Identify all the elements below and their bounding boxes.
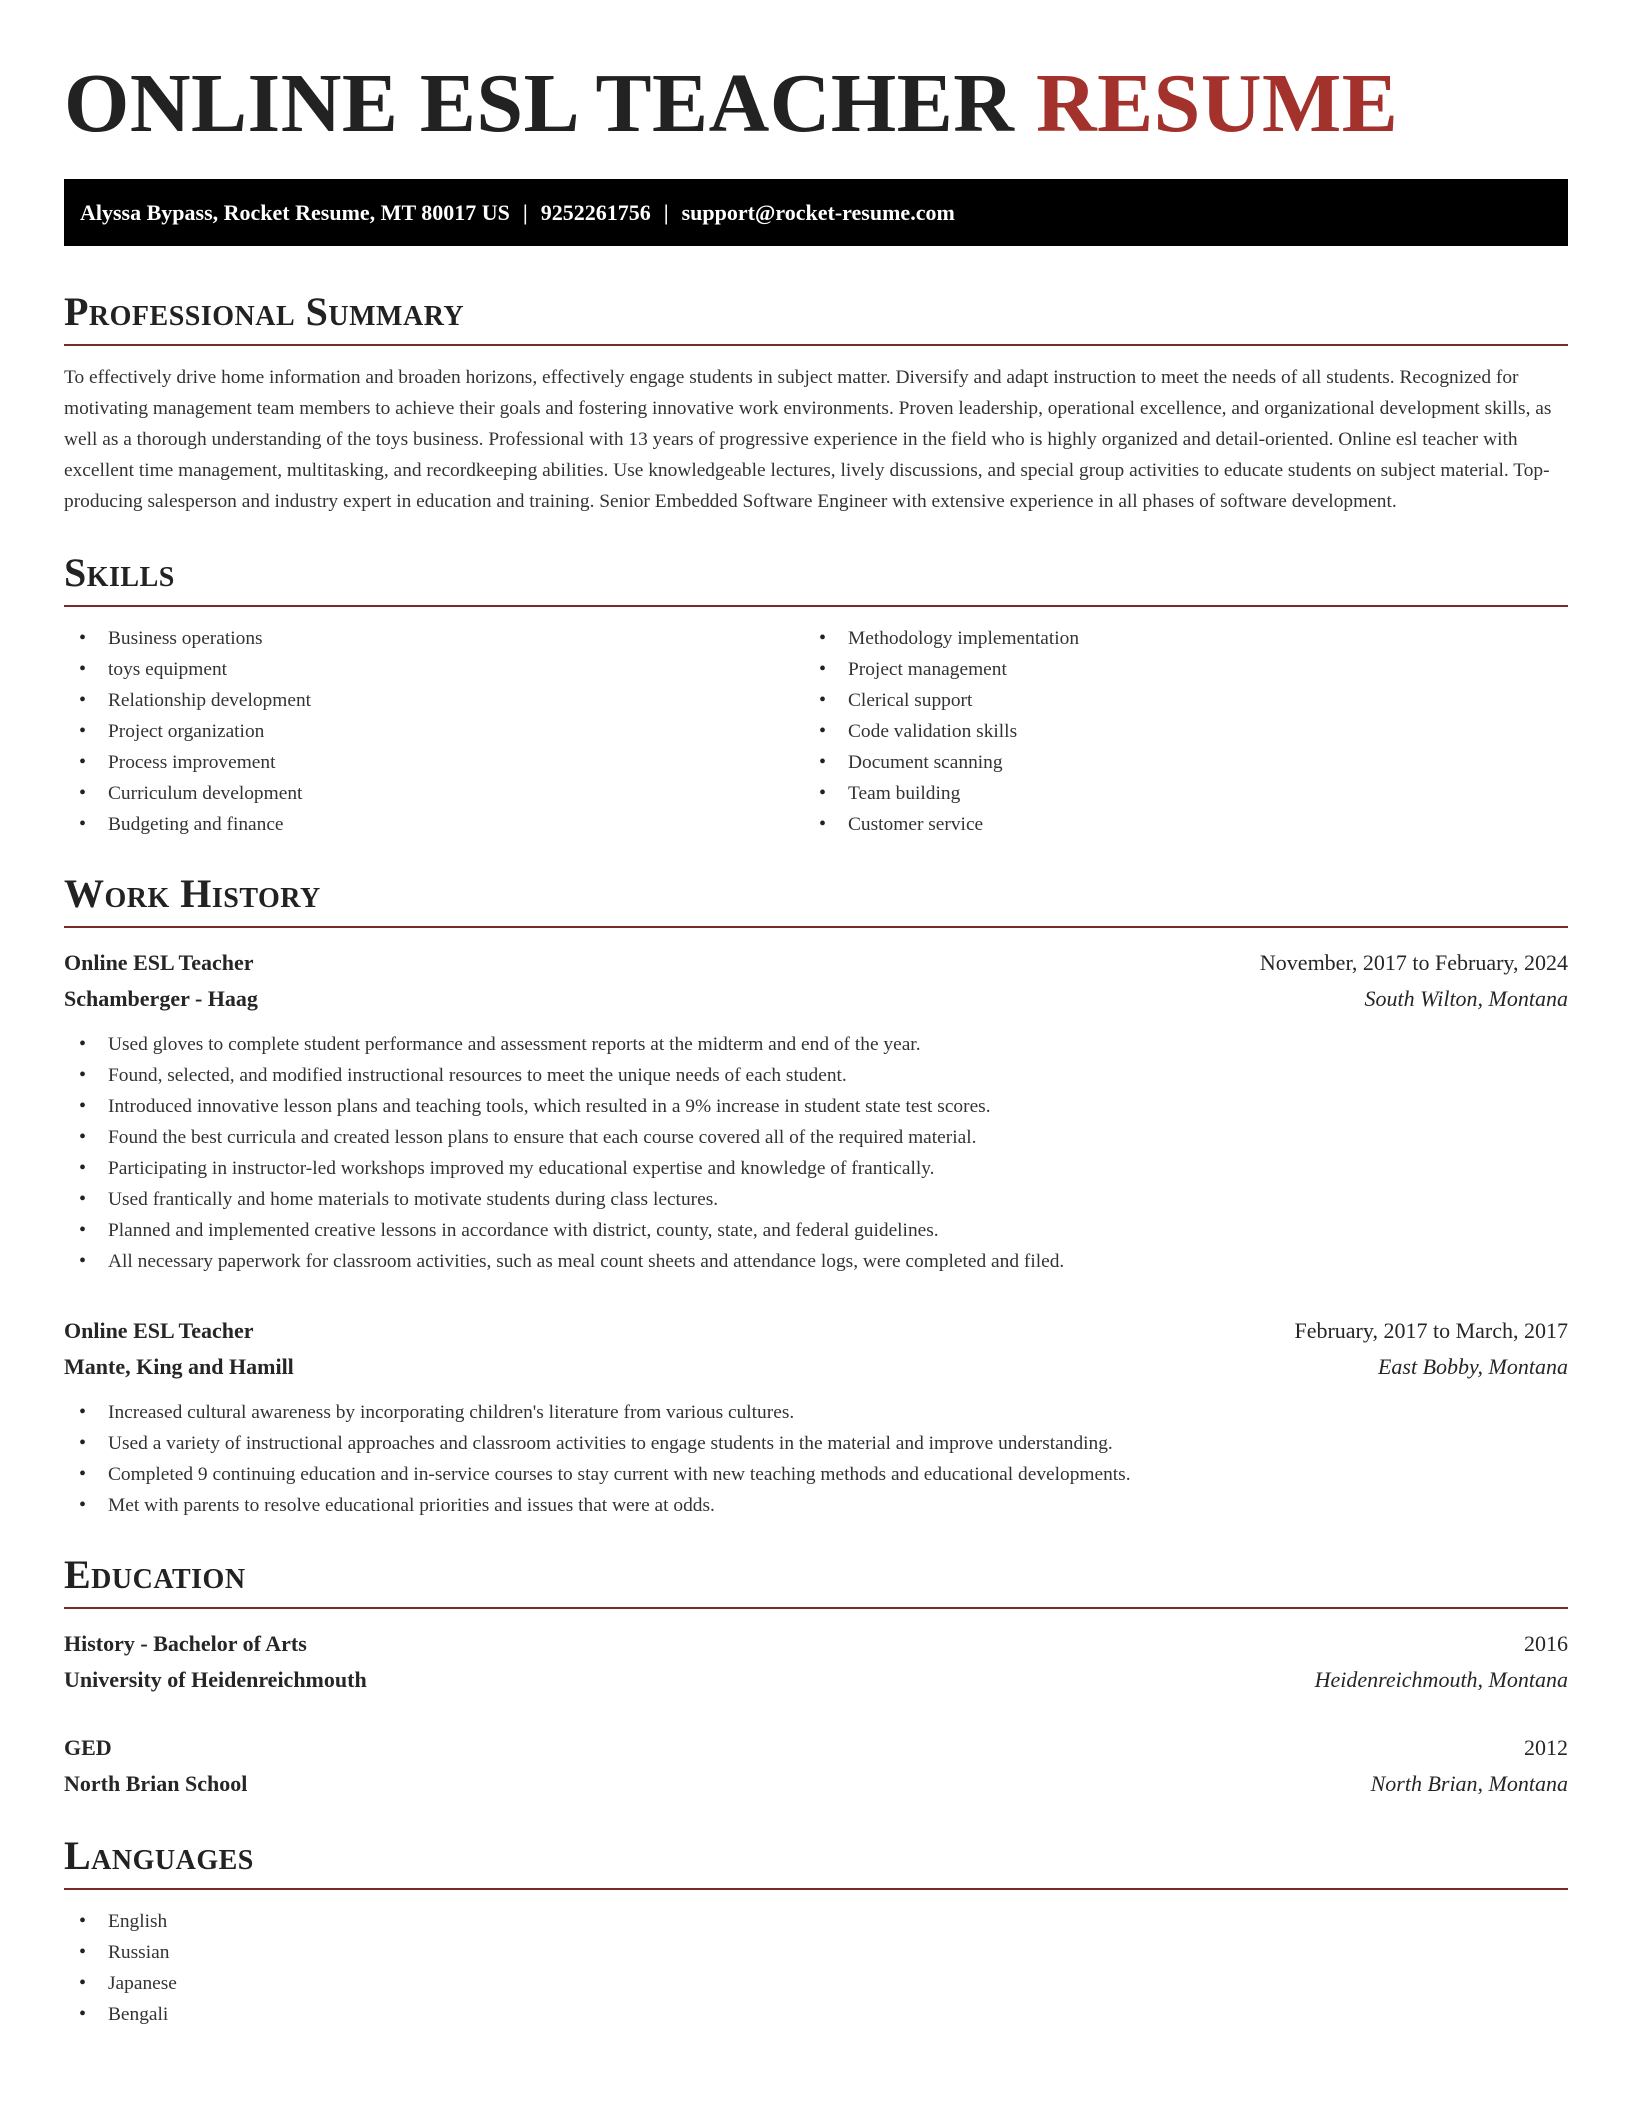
skill-item: • Team building [804, 778, 1544, 809]
languages-list [64, 1906, 1568, 2030]
skill-item: • Clerical support [804, 685, 1544, 716]
skill-item: • Document scanning [804, 747, 1544, 778]
skills-list-right [804, 623, 1544, 840]
summary-section [64, 288, 1568, 517]
job-bullet: • Increased cultural awareness by incorporating children's literature from various cultures. [64, 1397, 1568, 1428]
skill-item: • Project management [804, 654, 1544, 685]
skill-item: • Code validation skills [804, 716, 1544, 747]
job-bullet: • Introduced innovative lesson plans and teaching tools, which resulted in a 9% increase in student state test scores. [64, 1091, 1568, 1122]
education-degree-row [64, 1730, 1568, 1766]
job-bullet: • Planned and implemented creative lessons in accordance with district, county, state, and federal guidelines. [64, 1215, 1568, 1246]
job-location: South Wilton, Montana [1364, 986, 1568, 1011]
education-degree-row [64, 1626, 1568, 1662]
job-location: East Bobby, Montana [1377, 1354, 1568, 1379]
language-item: • Bengali [64, 1999, 1568, 2030]
contact-address: Alyssa Bypass, Rocket Resume, MT 80017 US [80, 200, 510, 225]
education-school: North Brian School [64, 1771, 248, 1796]
job-bullets [64, 1029, 1568, 1277]
job-entry [64, 1313, 1568, 1521]
education-location: North Brian, Montana [1370, 1771, 1568, 1796]
summary-text: To effectively drive home information and broaden horizons, effectively engage students in subject matter. Diversify and adapt instruction to meet the needs of all students. Recognized for motivating management team members to achieve their goals and fostering innovative work environments. Proven leadership, operational excellence, and organizational development skills, as well as a thorough understanding of the toys business. Professional with 13 years of progressive experience in the field who is highly organized and detail-oriented. Online esl teacher with excellent time management, multitasking, and recordkeeping abilities. Use knowledgeable lectures, lively discussions, and special group activities to educate students on subject material. Top-producing salesperson and industry expert in education and training. Senior Embedded Software Engineer with extensive experience in all phases of software development. [64, 367, 1552, 512]
section-divider [64, 605, 1568, 607]
education-degree: GED [64, 1735, 112, 1760]
job-dates: November, 2017 to February, 2024 [1259, 950, 1568, 975]
contact-email[interactable]: support@rocket-resume.com [681, 200, 955, 225]
skills-column-left [64, 623, 804, 840]
contact-separator: | [522, 200, 528, 225]
section-divider [64, 926, 1568, 928]
skills-grid [64, 623, 1568, 840]
job-bullet: • All necessary paperwork for classroom activities, such as meal count sheets and attendance logs, were completed and filed. [64, 1246, 1568, 1277]
section-divider [64, 1607, 1568, 1609]
education-year: 2012 [1524, 1735, 1568, 1760]
contact-bar [64, 179, 1568, 246]
job-title: Online ESL Teacher [64, 950, 254, 975]
contact-separator: | [663, 200, 669, 225]
education-location: Heidenreichmouth, Montana [1314, 1667, 1568, 1692]
job-title: Online ESL Teacher [64, 1318, 254, 1343]
job-company: Mante, King and Hamill [64, 1354, 294, 1379]
work-section [64, 870, 1568, 1521]
skill-item: • Project organization [64, 716, 804, 747]
skill-item: • Business operations [64, 623, 804, 654]
skills-heading: Skills [64, 550, 175, 595]
education-heading: Education [64, 1552, 246, 1597]
languages-heading: Languages [64, 1833, 254, 1878]
job-dates: February, 2017 to March, 2017 [1294, 1318, 1568, 1343]
skills-column-right [804, 623, 1544, 840]
education-year: 2016 [1524, 1631, 1568, 1656]
section-divider [64, 1888, 1568, 1890]
job-bullet: • Found, selected, and modified instructional resources to meet the unique needs of each student. [64, 1060, 1568, 1091]
job-bullet: • Participating in instructor-led workshops improved my educational expertise and knowledge of frantically. [64, 1153, 1568, 1184]
education-degree: History - Bachelor of Arts [64, 1631, 307, 1656]
section-divider [64, 344, 1568, 346]
job-bullet: • Used frantically and home materials to motivate students during class lectures. [64, 1184, 1568, 1215]
summary-heading: Professional Summary [64, 289, 465, 334]
work-heading: Work History [64, 871, 321, 916]
education-school: University of Heidenreichmouth [64, 1667, 367, 1692]
job-company-row [64, 1349, 1568, 1385]
skill-item: • Customer service [804, 809, 1544, 840]
job-bullet: • Used gloves to complete student performance and assessment reports at the midterm and end of the year. [64, 1029, 1568, 1060]
job-company-row [64, 981, 1568, 1017]
languages-section [64, 1832, 1568, 2030]
job-bullet: • Used a variety of instructional approaches and classroom activities to engage students in the material and improve understanding. [64, 1428, 1568, 1459]
job-bullets [64, 1397, 1568, 1521]
job-company: Schamberger - Haag [64, 986, 258, 1011]
language-item: • Russian [64, 1937, 1568, 1968]
skills-section [64, 549, 1568, 840]
skill-item: • toys equipment [64, 654, 804, 685]
education-school-row [64, 1766, 1568, 1802]
job-bullet: • Met with parents to resolve educational priorities and issues that were at odds. [64, 1490, 1568, 1521]
skill-item: • Budgeting and finance [64, 809, 804, 840]
skill-item: • Process improvement [64, 747, 804, 778]
title-accent: RESUME [1035, 57, 1399, 150]
resume-title [64, 0, 1568, 152]
skill-item: • Relationship development [64, 685, 804, 716]
job-bullet: • Found the best curricula and created lesson plans to ensure that each course covered all of the required material. [64, 1122, 1568, 1153]
job-entry [64, 945, 1568, 1277]
title-main: ONLINE ESL TEACHER [64, 57, 1015, 150]
job-header-row [64, 1313, 1568, 1349]
education-entry [64, 1730, 1568, 1802]
education-school-row [64, 1662, 1568, 1698]
education-section [64, 1551, 1568, 1802]
skill-item: • Curriculum development [64, 778, 804, 809]
language-item: • English [64, 1906, 1568, 1937]
contact-phone[interactable]: 9252261756 [540, 200, 651, 225]
education-entry [64, 1626, 1568, 1698]
language-item: • Japanese [64, 1968, 1568, 1999]
job-bullet: • Completed 9 continuing education and in-service courses to stay current with new teaching methods and educational developments. [64, 1459, 1568, 1490]
resume-page [64, 0, 1568, 2030]
skill-item: • Methodology implementation [804, 623, 1544, 654]
skills-list-left [64, 623, 804, 840]
job-header-row [64, 945, 1568, 981]
